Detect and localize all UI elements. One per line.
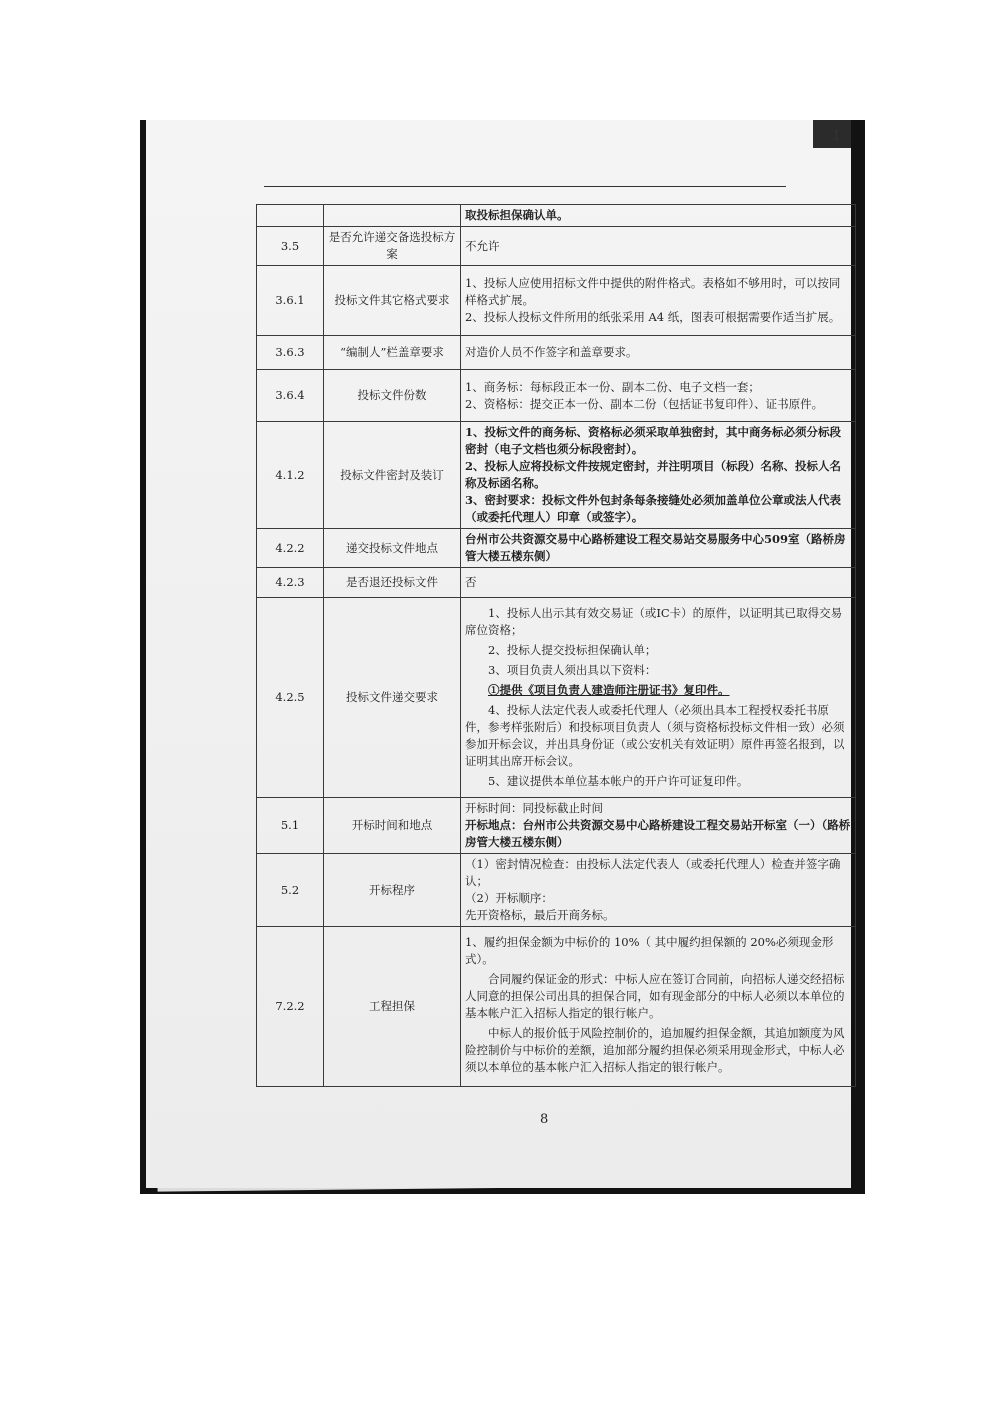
clause-no: 3.6.4: [257, 370, 324, 422]
content-line: 3、密封要求：投标文件外包封条每条接缝处必须加盖单位公章或法人代表（或委托代理人）印章（或签字）。: [465, 493, 841, 524]
bid-spec-table: [256, 204, 856, 1087]
content-line: 先开资格标，最后开商务标。: [465, 908, 615, 922]
clause-item: 是否允许递交备选投标方案: [324, 227, 461, 266]
document-photo: [140, 120, 865, 1194]
header-rule: [264, 186, 786, 187]
content-line: 2、投标人提交投标担保确认单；: [488, 643, 657, 657]
content-line: 1、履约担保金额为中标价的 10%（ 其中履约担保额的 20%必须现金形式）。: [465, 935, 834, 966]
content-line: 中标人的报价低于风险控制价的，追加履约担保金额，其追加额度为风险控制价与中标价的差额，追加部分履约担保必须采用现金形式，中标人必须以本单位的基本帐户汇入招标人指定的银行帐户。: [465, 1026, 845, 1074]
clause-item: 开标程序: [324, 854, 461, 927]
clause-item: 投标文件递交要求: [324, 598, 461, 798]
table-row: [257, 798, 856, 854]
clause-no: 4.2.5: [257, 598, 324, 798]
content-line: 合同履约保证金的形式：中标人应在签订合同前，向招标人递交经招标人同意的担保公司出具的担保合同，如有现金部分的中标人必须以本单位的基本帐户汇入招标人指定的银行帐户。: [465, 972, 845, 1020]
content-line: 2、投标人投标文件所用的纸张采用 A4 纸，图表可根据需要作适当扩展。: [465, 310, 841, 324]
table-row: [257, 227, 856, 266]
corner-mark: 1: [832, 128, 841, 144]
table-row: [257, 927, 856, 1087]
clause-item: “编制人”栏盖章要求: [324, 336, 461, 370]
clause-content: [461, 854, 856, 927]
clause-no: 5.2: [257, 854, 324, 927]
table-row: [257, 854, 856, 927]
page-number: 8: [540, 1112, 549, 1127]
clause-item: 投标文件份数: [324, 370, 461, 422]
table-row: [257, 422, 856, 529]
content-line: 对造价人员不作签字和盖章要求。: [465, 345, 638, 359]
clause-content: [461, 798, 856, 854]
content-line: 开标时间：同投标截止时间: [465, 801, 603, 815]
table-row: [257, 266, 856, 336]
clause-content: [461, 336, 856, 370]
clause-content: [461, 598, 856, 798]
clause-content: [461, 227, 856, 266]
content-line: 4、投标人法定代表人或委托代理人（必须出具本工程授权委托书原件，参考样张附后）和投标项目负责人（须与资格标投标文件相一致）必须参加开标会议，并出具身份证（或公安机关有效证明）原件再签名报到，以证明其出席开标会议。: [465, 703, 845, 768]
clause-no: 4.2.3: [257, 568, 324, 598]
content-line: 取投标担保确认单。: [465, 208, 569, 222]
clause-item: 投标文件密封及装订: [324, 422, 461, 529]
content-line: 2、资格标：提交正本一份、副本二份（包括证书复印件）、证书原件。: [465, 396, 824, 411]
content-line: 1、投标人应使用招标文件中提供的附件格式。表格如不够用时，可以按同样格式扩展。: [465, 276, 841, 307]
clause-no: 7.2.2: [257, 927, 324, 1087]
clause-no: 3.6.1: [257, 266, 324, 336]
content-line: 3、项目负责人须出具以下资料：: [488, 663, 657, 677]
content-line: 开标地点：台州市公共资源交易中心路桥建设工程交易站开标室（一）（路桥房管大楼五楼东侧）: [465, 818, 851, 849]
content-line: 5、建议提供本单位基本帐户的开户许可证复印件。: [488, 774, 749, 788]
clause-item: 工程担保: [324, 927, 461, 1087]
content-line: 台州市公共资源交易中心路桥建设工程交易站交易服务中心509室（路桥房管大楼五楼东侧）: [465, 532, 846, 563]
clause-content: [461, 266, 856, 336]
table-row: [257, 598, 856, 798]
clause-no: [257, 205, 324, 227]
clause-content: [461, 927, 856, 1087]
table-row: [257, 205, 856, 227]
content-line: 2、投标人应将投标文件按规定密封，并注明项目（标段）名称、投标人名称及标函名称。: [465, 459, 841, 490]
content-line: （2）开标顺序：: [465, 891, 553, 905]
clause-item: [324, 205, 461, 227]
content-line: 1、投标文件的商务标、资格标必须采取单独密封，其中商务标必须分标段密封（电子文档也须分标段密封）。: [465, 425, 841, 456]
clause-content: [461, 529, 856, 568]
content-line: 不允许: [465, 238, 500, 253]
clause-no: 4.1.2: [257, 422, 324, 529]
table-row: [257, 336, 856, 370]
clause-no: 4.2.2: [257, 529, 324, 568]
clause-no: 5.1: [257, 798, 324, 854]
clause-item: 递交投标文件地点: [324, 529, 461, 568]
clause-item: 是否退还投标文件: [324, 568, 461, 598]
table-row: [257, 568, 856, 598]
content-line: 1、商务标：每标段正本一份、副本二份、电子文档一套；: [465, 379, 760, 394]
clause-no: 3.6.3: [257, 336, 324, 370]
clause-content: [461, 205, 856, 227]
table-row: [257, 529, 856, 568]
clause-item: 投标文件其它格式要求: [324, 266, 461, 336]
clause-content: [461, 568, 856, 598]
clause-content: [461, 422, 856, 529]
content-line: （1）密封情况检查：由投标人法定代表人（或委托代理人）检查并签字确认；: [465, 857, 841, 888]
content-line: 1、投标人出示其有效交易证（或IC卡）的原件，以证明其已取得交易席位资格；: [465, 606, 843, 637]
clause-item: 开标时间和地点: [324, 798, 461, 854]
content-line: ①提供《项目负责人建造师注册证书》复印件。: [488, 683, 730, 697]
clause-no: 3.5: [257, 227, 324, 266]
paper-sheet: [146, 120, 851, 1188]
clause-content: [461, 370, 856, 422]
content-line: 否: [465, 575, 477, 589]
table-row: [257, 370, 856, 422]
